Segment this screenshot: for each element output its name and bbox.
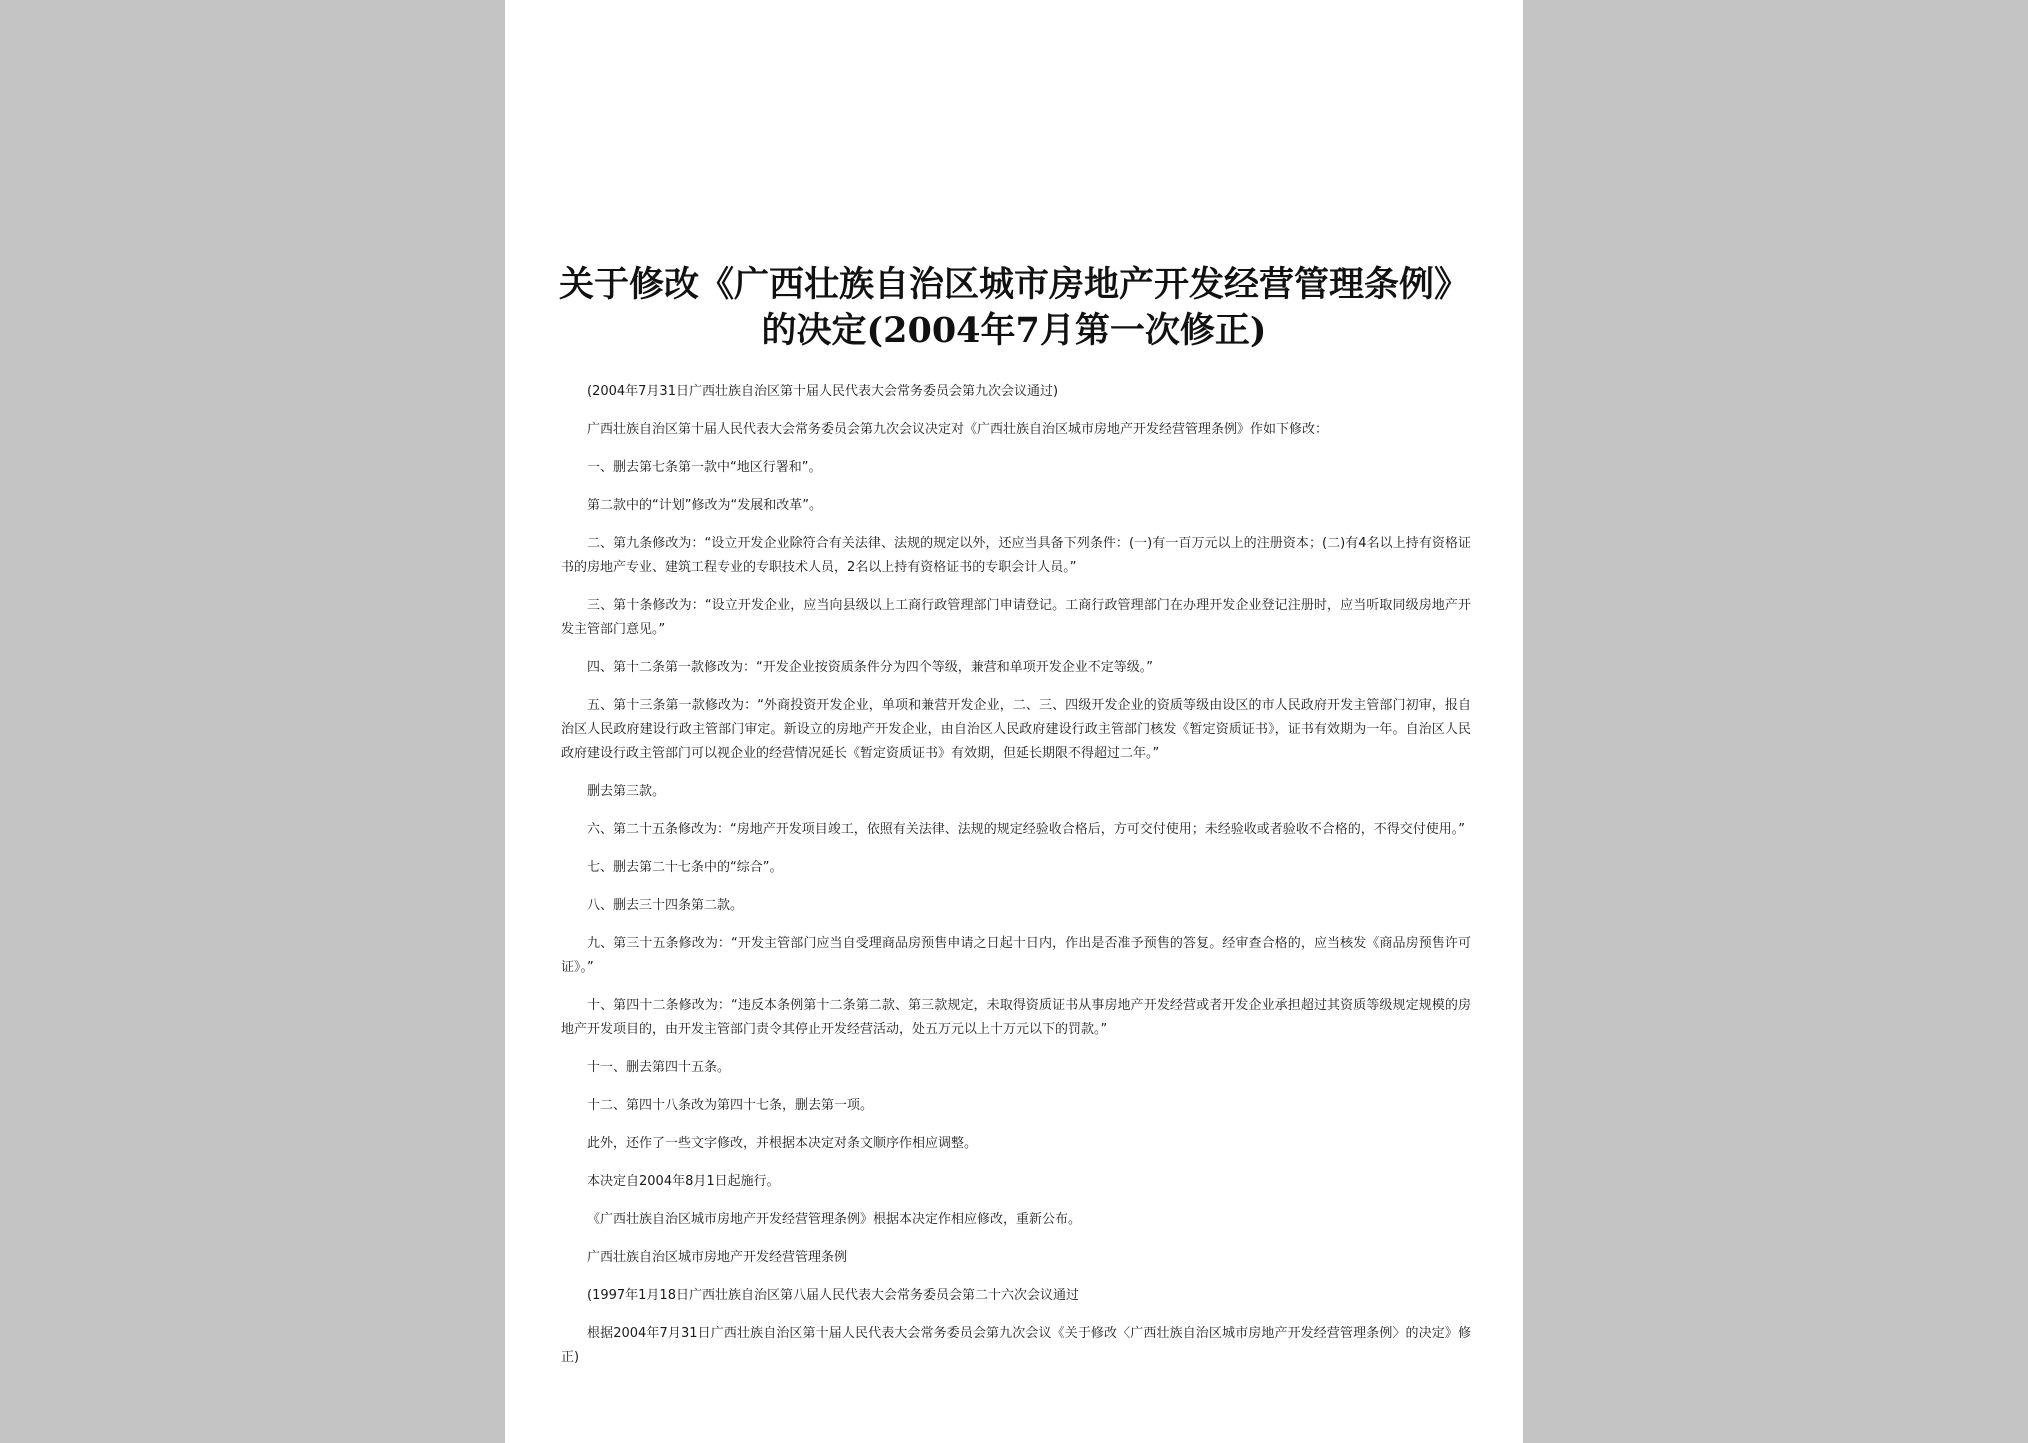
paragraph: 第二款中的“计划”修改为“发展和改革”。 (587, 498, 822, 513)
paragraph: 六、第二十五条修改为：“房地产开发项目竣工，依照有关法律、法规的规定经验收合格后，方可交付使用；未经验收或者验收不合格的，不得交付使用。” (587, 822, 1465, 837)
paragraph: 十一、删去第四十五条。 (587, 1060, 731, 1075)
paragraph: 四、第十二条第一款修改为：“开发企业按资质条件分为四个等级，兼营和单项开发企业不定等级。” (587, 660, 1153, 675)
paragraph: 三、第十条修改为：“设立开发企业，应当向县级以上工商行政管理部门申请登记。工商行政管理部门在办理开发企业登记注册时，应当听取同级房地产开发主管部门意见。” (561, 598, 1471, 637)
paragraph: 一、删去第七条第一款中“地区行署和”。 (587, 460, 822, 475)
paragraph: 广西壮族自治区第十届人民代表大会常务委员会第九次会议决定对《广西壮族自治区城市房地产开发经营管理条例》作如下修改： (587, 422, 1329, 437)
paragraph: 广西壮族自治区城市房地产开发经营管理条例 (587, 1250, 848, 1265)
paragraph: 根据2004年7月31日广西壮族自治区第十届人民代表大会常务委员会第九次会议《关于修改〈广西壮族自治区城市房地产开发经营管理条例〉的决定》修正) (561, 1326, 1471, 1365)
paragraph: 删去第三款。 (587, 784, 666, 799)
paragraph: 八、删去三十四条第二款。 (587, 898, 744, 913)
paragraph: 十二、第四十八条改为第四十七条，删去第一项。 (587, 1098, 874, 1113)
paragraph: 二、第九条修改为：“设立开发企业除符合有关法律、法规的规定以外，还应当具备下列条件：(一)有一百万元以上的注册资本；(二)有4名以上持有资格证书的房地产专业、建筑工程专业的专职技术人员，2名以上持有资格证书的专职会计人员。” (561, 536, 1471, 575)
paragraph: (2004年7月31日广西壮族自治区第十届人民代表大会常务委员会第九次会议通过) (587, 384, 1059, 399)
document-title: 关于修改《广西壮族自治区城市房地产开发经营管理条例》的决定(2004年7月第一次修正) (558, 264, 1469, 351)
paragraph: 七、删去第二十七条中的“综合”。 (587, 860, 783, 875)
paragraph: 十、第四十二条修改为：“违反本条例第十二条第二款、第三款规定，未取得资质证书从事房地产开发经营或者开发企业承担超过其资质等级规定规模的房地产开发项目的，由开发主管部门责令其停止开发经营活动，处五万元以上十万元以下的罚款。” (561, 998, 1471, 1037)
paragraph: 《广西壮族自治区城市房地产开发经营管理条例》根据本决定作相应修改，重新公布。 (587, 1212, 1082, 1227)
document-body (561, 380, 1471, 1384)
paragraph: 五、第十三条第一款修改为：“外商投资开发企业，单项和兼营开发企业，二、三、四级开发企业的资质等级由设区的市人民政府开发主管部门初审，报自治区人民政府建设行政主管部门审定。新设立的房地产开发企业，由自治区人民政府建设行政主管部门核发《暂定资质证书》，证书有效期为一年。自治区人民政府建设行政主管部门可以视企业的经营情况延长《暂定资质证书》有效期，但延长期限不得超过二年。” (561, 698, 1471, 761)
document-page (505, 0, 1523, 1443)
paragraph: 此外，还作了一些文字修改，并根据本决定对条文顺序作相应调整。 (587, 1136, 978, 1151)
paragraph: 本决定自2004年8月1日起施行。 (587, 1174, 780, 1189)
paragraph: 九、第三十五条修改为：“开发主管部门应当自受理商品房预售申请之日起十日内，作出是否准予预售的答复。经审查合格的，应当核发《商品房预售许可证》。” (561, 936, 1471, 975)
paragraph: (1997年1月18日广西壮族自治区第八届人民代表大会常务委员会第二十六次会议通过 (587, 1288, 1079, 1303)
